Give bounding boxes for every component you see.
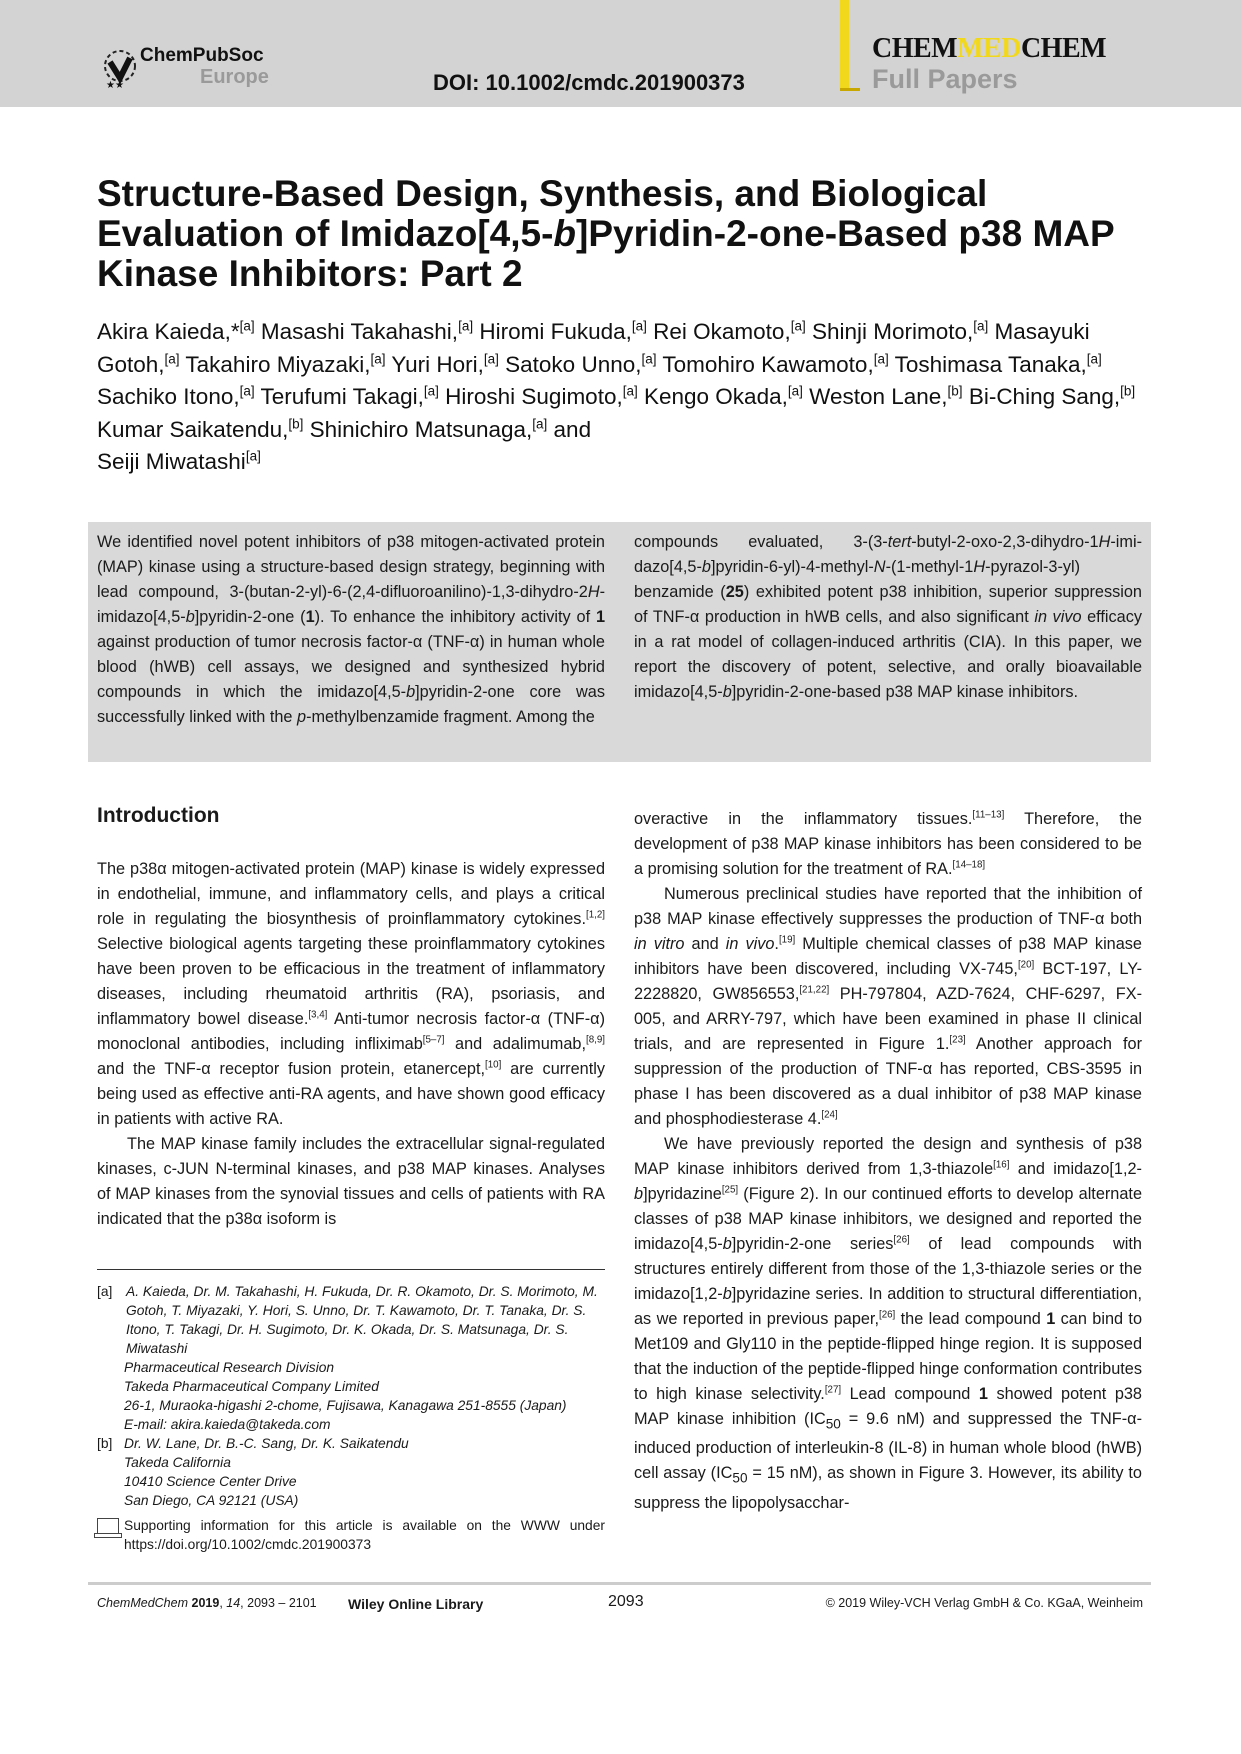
journal-name-part: CHEM xyxy=(872,33,958,64)
accent-bar-foot xyxy=(840,88,860,91)
affiliation-label: [b] xyxy=(97,1436,113,1451)
paragraph: The MAP kinase family includes the extracellular signal-regulated kinases, c-JUN N-terminal kinases, and p38 MAP kinases. Analyses of MAP kinases from the synovial tissues and cells of patients with RA indicated that the p38α isoform is xyxy=(97,1135,605,1228)
affiliation-names: Dr. W. Lane, Dr. B.-C. Sang, Dr. K. Saikatendu xyxy=(124,1436,409,1451)
affiliation-label: [a] xyxy=(97,1284,113,1299)
abstract-box xyxy=(88,522,1151,762)
section-heading: Introduction xyxy=(97,804,220,827)
publisher-name: ChemPubSoc xyxy=(140,45,264,66)
paper-title: Structure-Based Design, Synthesis, and Biological Evaluation of Imidazo[4,5-b]Pyridin-2-one-Based p38 MAP Kinase Inhibitors: Part 2 xyxy=(97,173,1114,294)
abstract-left: We identified novel potent inhibitors of p38 mitogen-activated protein (MAP) kinase using a structure-based design strategy, beginning with lead compound, 3-(butan-2-yl)-6-(2,4-difluoroanilino)-1,3-dihydro-2H-imidazo[4,5-b]pyridin-2-one (1). To enhance the inhibitory activity of 1 against production of tumor necrosis factor-α (TNF-α) in human whole blood (hWB) cell assays, we designed and synthesized hybrid compounds in which the imidazo[4,5-b]pyridin-2-one core was successfully linked with the p-methylbenzamide fragment. Among the xyxy=(97,533,605,726)
article-type: Full Papers xyxy=(872,64,1018,94)
chempubsoc-logo xyxy=(100,46,269,90)
intro-left-column xyxy=(97,857,605,1232)
abstract-right: compounds evaluated, 3-(3-tert-butyl-2-oxo-2,3-dihydro-1H-imidazo[4,5-b]pyridin-6-yl)-4-methyl-N-(1-methyl-1H-pyrazol-3-yl) benzamide (25) exhibited potent p38 inhibition, superior suppression of TNF-α production in hWB cells, and also significant in vivo efficacy in a rat model of collagen-induced arthritis (CIA). In this paper, we report the discovery of potent, selective, and orally bioavailable imidazo[4,5-b]pyridin-2-one-based p38 MAP kinase inhibitors. xyxy=(634,533,1142,701)
svg-text:★★: ★★ xyxy=(106,80,124,90)
paragraph: Numerous preclinical studies have reported that the inhibition of p38 MAP kinase effectively suppresses the production of TNF-α both in vitro and in vivo.[19] Multiple chemical classes of p38 MAP kinase inhibitors have been discovered, including VX-745,[20] BCT-197, LY-2228820, GW856553,[21,22] PH-797804, AZD-7624, CHF-6297, FX-005, and ARRY-797, which have been examined in phase II clinical trials, and are represented in Figure 1.[23] Another approach for suppression of the production of TNF-α has reported, CBS-3595 in phase I has been discovered as a dual inhibitor of p38 MAP kinase and phosphodiesterase 4.[24] xyxy=(634,885,1142,1128)
affiliation-line: San Diego, CA 92121 (USA) xyxy=(124,1493,299,1508)
affiliation-names: A. Kaieda, Dr. M. Takahashi, H. Fukuda, Dr. R. Okamoto, Dr. S. Morimoto, M. Gotoh, T. Miyazaki, Y. Hori, S. Unno, Dr. T. Kawamoto, Dr. T. Tanaka, Dr. S. Itono, T. Takagi, Dr. H. Sugimoto, Dr. K. Okada, Dr. S. Matsunaga, Dr. S. Miwatashi xyxy=(126,1284,598,1356)
footnote-divider xyxy=(97,1269,605,1270)
citation: ChemMedChem 2019, 14, 2093 – 2101 xyxy=(97,1596,317,1610)
supporting-info xyxy=(97,1516,605,1554)
journal-name-part: CHEM xyxy=(1020,33,1107,64)
supporting-info-text[interactable]: Supporting information for this article is available on the WWW under https://doi.org/10.1002/cmdc.201900373 xyxy=(124,1518,605,1552)
doi[interactable]: DOI: 10.1002/cmdc.201900373 xyxy=(433,70,745,95)
affiliation-line: Takeda Pharmaceutical Company Limited xyxy=(124,1379,379,1394)
journal-name-part: MED xyxy=(957,33,1021,64)
author-list: Akira Kaieda,*[a] Masashi Takahashi,[a] Hiromi Fukuda,[a] Rei Okamoto,[a] Shinji Morimoto,[a] Masayuki Gotoh,[a] Takahiro Miyazaki,[a] Yuri Hori,[a] Satoko Unno,[a] Tomohiro Kawamoto,[a] Toshimasa Tanaka,[a] Sachiko Itono,[a] Terufumi Takagi,[a] Hiroshi Sugimoto,[a] Kengo Okada,[a] Weston Lane,[b] Bi-Ching Sang,[b] Kumar Saikatendu,[b] Shinichiro Matsunaga,[a] and Seiji Miwatashi[a] xyxy=(97,318,1136,474)
copyright: © 2019 Wiley-VCH Verlag GmbH & Co. KGaA, Weinheim xyxy=(825,1596,1143,1610)
affiliation-email[interactable]: E-mail: akira.kaieda@takeda.com xyxy=(124,1417,331,1432)
publisher-region: Europe xyxy=(200,66,269,88)
page-number: 2093 xyxy=(608,1593,644,1610)
affiliations xyxy=(97,1282,605,1554)
footer-divider xyxy=(88,1582,1151,1585)
chempubsoc-logo-icon xyxy=(100,46,140,90)
affiliation-line: 10410 Science Center Drive xyxy=(124,1474,297,1489)
affiliation-line: 26-1, Muraoka-higashi 2-chome, Fujisawa, Kanagawa 251-8555 (Japan) xyxy=(124,1398,567,1413)
computer-icon xyxy=(97,1518,119,1534)
affiliation-a xyxy=(97,1282,605,1434)
paragraph: The p38α mitogen-activated protein (MAP) kinase is widely expressed in endothelial, immune, and inflammatory cells, and plays a critical role in regulating the biosynthesis of proinflammatory cytokines.[1,2] Selective biological agents targeting these proinflammatory cytokines have been proven to be efficacious in the treatment of inflammatory diseases, including rheumatoid arthritis (RA), psoriasis, and inflammatory bowel disease.[3,4] Anti-tumor necrosis factor-α (TNF-α) monoclonal antibodies, including infliximab[5–7] and adalimumab,[8,9] and the TNF-α receptor fusion protein, etanercept,[10] are currently being used as effective anti-RA agents, and have shown good efficacy in patients with active RA. xyxy=(97,860,605,1128)
affiliation-line: Takeda California xyxy=(124,1455,231,1470)
paragraph: overactive in the inflammatory tissues.[11–13] Therefore, the development of p38 MAP kinase inhibitors has been considered to be a promising solution for the treatment of RA.[14–18] xyxy=(634,809,1142,878)
affiliation-b xyxy=(97,1434,605,1510)
intro-right-column xyxy=(634,807,1142,1516)
affiliation-line: Pharmaceutical Research Division xyxy=(124,1360,335,1375)
accent-bar xyxy=(840,0,849,90)
wiley-online-library-link[interactable]: Wiley Online Library xyxy=(348,1596,484,1612)
journal-name xyxy=(872,33,1106,65)
paragraph: We have previously reported the design and synthesis of p38 MAP kinase inhibitors derived from 1,3-thiazole[16] and imidazo[1,2-b]pyridazine[25] (Figure 2). In our continued efforts to develop alternate classes of p38 MAP kinase inhibitors, we designed and reported the imidazo[4,5-b]pyridin-2-one series[26] of lead compounds with structures entirely different from those of the 1,3-thiazole series or the imidazo[1,2-b]pyridazine series. In addition to structural differentiation, as we reported in previous paper,[26] the lead compound 1 can bind to Met109 and Gly110 in the peptide-flipped hinge region. It is supposed that the induction of the peptide-flipped hinge conformation contributes to high kinase selectivity.[27] Lead compound 1 showed potent p38 MAP kinase inhibition ($IC_{50} = 9.6$ nM) and suppressed the TNF-α-induced production of interleukin-8 (IL-8) in human whole blood (hWB) cell assay ($IC_{50} = 15$ nM), as shown in Figure 3. However, its ability to suppress the lipopolysacchar- xyxy=(634,1135,1143,1512)
